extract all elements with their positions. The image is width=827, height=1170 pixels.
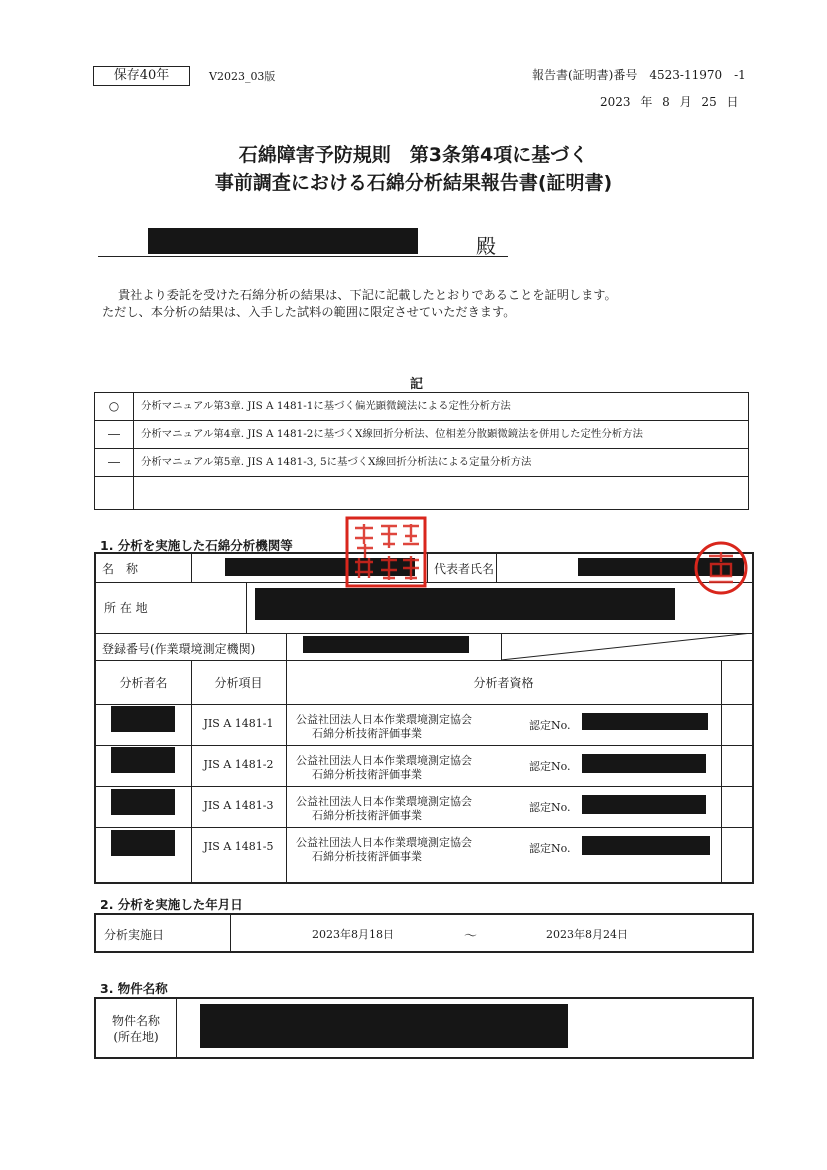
section-1-heading: 1. 分析を実施した石綿分析機関等	[100, 538, 293, 553]
certification-label: 認定No.	[529, 719, 571, 732]
method-mark: ○	[95, 393, 134, 420]
col-divider	[246, 582, 247, 633]
analysis-item: JIS A 1481-3	[203, 799, 274, 812]
method-text: 分析マニュアル第4章. JIS A 1481-2に基づくX線回折分析法、位相差分散顕微鏡法を併用した定性分析方法	[141, 428, 643, 440]
analysis-start-date: 2023年8月18日	[312, 928, 394, 941]
addressee-honorific: 殿	[476, 234, 496, 258]
qualification-program: 石綿分析技術評価事業	[312, 727, 422, 740]
qualification-org: 公益社団法人日本作業環境測定協会	[296, 754, 472, 767]
redacted-registration-number	[303, 636, 469, 653]
certification-label: 認定No.	[529, 842, 571, 855]
analysis-date-label: 分析実施日	[104, 928, 165, 942]
redacted-property-name	[200, 1004, 568, 1048]
method-table	[94, 392, 749, 510]
redacted-certification-number	[582, 795, 706, 814]
redacted-addressee	[148, 228, 418, 254]
analysis-item: JIS A 1481-5	[203, 840, 274, 853]
analysis-item: JIS A 1481-2	[203, 758, 274, 771]
row-divider	[96, 660, 752, 661]
qualification-org: 公益社団法人日本作業環境測定協会	[296, 795, 472, 808]
method-mark	[95, 477, 134, 509]
redacted-address	[255, 588, 675, 620]
name-label: 名 称	[102, 562, 139, 576]
report-number: 報告書(証明書)番号 4523-11970 -1	[532, 68, 746, 82]
col-header-analyst: 分析者名	[119, 676, 168, 690]
qualification-program: 石綿分析技術評価事業	[312, 809, 422, 822]
representative-seal-icon	[693, 540, 749, 596]
col-header-qualification: 分析者資格	[473, 676, 534, 690]
method-mark: ―	[95, 449, 134, 476]
property-name-label: 物件名称	[111, 1014, 160, 1028]
title-line-2: 事前調査における石綿分析結果報告書(証明書)	[214, 172, 613, 194]
redacted-analyst-name	[111, 830, 175, 856]
method-row	[95, 477, 748, 509]
addressee-underline	[98, 256, 508, 257]
method-row	[95, 393, 748, 421]
certification-label: 認定No.	[529, 760, 571, 773]
qualification-org: 公益社団法人日本作業環境測定協会	[296, 713, 472, 726]
method-text: 分析マニュアル第5章. JIS A 1481-3, 5に基づくX線回折分析法による定量分析方法	[141, 456, 532, 468]
address-label: 所 在 地	[104, 601, 148, 615]
col-divider	[286, 633, 287, 660]
col-divider	[191, 554, 192, 582]
qualification-program: 石綿分析技術評価事業	[312, 850, 422, 863]
redacted-analyst-name	[111, 747, 175, 773]
representative-label: 代表者氏名	[434, 562, 495, 576]
section-2-heading: 2. 分析を実施した年月日	[100, 897, 243, 912]
method-row	[95, 421, 748, 449]
col-divider	[286, 660, 287, 882]
diagonal-strike	[501, 633, 752, 660]
title-line-1: 石綿障害予防規則 第3条第4項に基づく	[238, 144, 589, 166]
form-version: V2023_03版	[209, 70, 276, 83]
intro-line-2: ただし、本分析の結果は、入手した試料の範囲に限定させていただきます。	[102, 305, 516, 319]
col-divider	[176, 999, 177, 1057]
intro-line-1: 貴社より委託を受けた石綿分析の結果は、下記に記載したとおりであることを証明します。	[118, 288, 617, 302]
method-text: 分析マニュアル第3章. JIS A 1481-1に基づく偏光顕微鏡法による定性分析方法	[141, 400, 511, 412]
analysis-item: JIS A 1481-1	[203, 717, 274, 730]
redacted-certification-number	[582, 836, 710, 855]
registration-label: 登録番号(作業環境測定機関)	[102, 642, 256, 656]
redacted-analyst-name	[111, 789, 175, 815]
col-divider	[721, 660, 722, 882]
col-divider	[230, 915, 231, 951]
row-divider	[96, 786, 752, 787]
row-divider	[96, 827, 752, 828]
analysis-date-table	[94, 913, 754, 953]
section-3-heading: 3. 物件名称	[100, 981, 168, 996]
certification-label: 認定No.	[529, 801, 571, 814]
row-divider	[96, 704, 752, 705]
date-range-tilde: ～	[464, 929, 478, 944]
method-mark: ―	[95, 421, 134, 448]
col-divider	[496, 554, 497, 582]
redacted-analyst-name	[111, 706, 175, 732]
qualification-program: 石綿分析技術評価事業	[312, 768, 422, 781]
method-row	[95, 449, 748, 477]
redacted-certification-number	[582, 754, 706, 773]
col-header-item: 分析項目	[214, 676, 263, 690]
redacted-certification-number	[582, 713, 708, 730]
ki-heading: 記	[410, 377, 424, 392]
row-divider	[96, 745, 752, 746]
retention-period-box: 保存40年	[93, 66, 190, 86]
corporate-seal-icon	[343, 514, 429, 590]
report-date: 2023 年 8 月 25 日	[600, 95, 739, 109]
analysis-end-date: 2023年8月24日	[546, 928, 628, 941]
property-location-label: (所在地)	[113, 1030, 159, 1044]
qualification-org: 公益社団法人日本作業環境測定協会	[296, 836, 472, 849]
